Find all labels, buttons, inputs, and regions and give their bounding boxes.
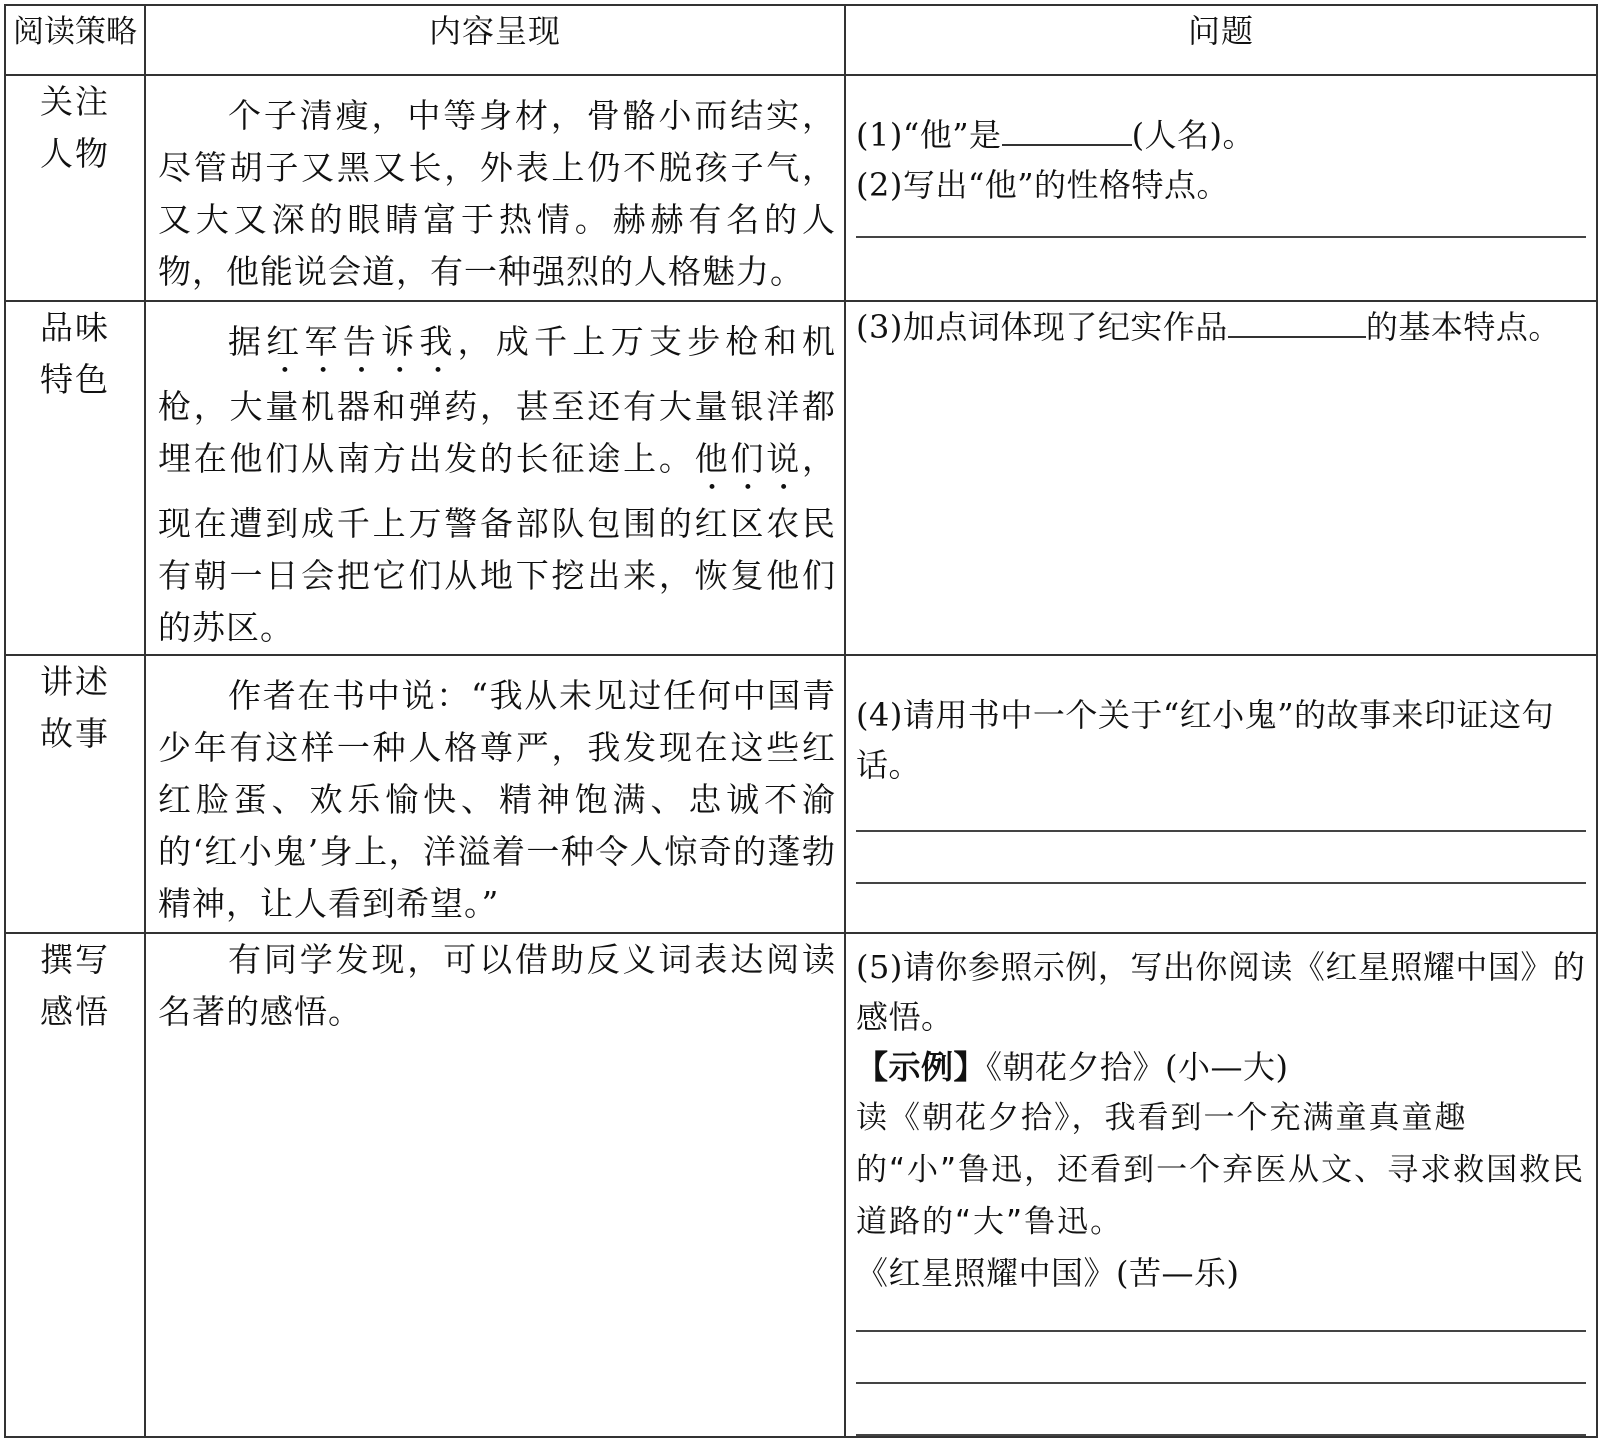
table-row-character — [5, 75, 1597, 301]
question-2: (2)写出“他”的性格特点。 — [856, 166, 1230, 204]
reading-strategy-table — [4, 4, 1598, 1438]
table-row-reflection — [5, 933, 1597, 1437]
dotted-word-1: 红军告诉我 — [266, 322, 458, 361]
table-header-row — [5, 5, 1597, 75]
content-text: 据红军告诉我，成千上万支步枪和机枪，大量机器和弹药，甚至还有大量银洋都埋在他们从南方出发的长征途上。他们说，现在遭到成千上万警备部队包围的红区农民有朝一日会把它们从地下挖出来，恢复他们的苏区。 — [158, 322, 837, 647]
question-5: (5)请你参照示例，写出你阅读《红星照耀中国》的感悟。 — [856, 948, 1586, 1036]
table-row-story — [5, 655, 1597, 933]
answer-blank-3[interactable] — [1228, 302, 1366, 338]
dotted-word-2: 他们说 — [694, 439, 803, 478]
header-question: 问题 — [845, 5, 1597, 75]
content-text: 作者在书中说：“我从未见过任何中国青少年有这样一种人格尊严，我发现在这些红红脸蛋、欢乐愉快、精神饱满、忠诚不渝的‘红小鬼’身上，洋溢着一种令人惊奇的蓬勃精神，让人看到希望。” — [158, 676, 836, 923]
answer-line[interactable] — [856, 1434, 1586, 1436]
question-4: (4)请用书中一个关于“红小鬼”的故事来印证这句话。 — [856, 696, 1555, 784]
example-tag: 【示例】 — [856, 1048, 987, 1086]
header-content: 内容呈现 — [145, 5, 845, 75]
table-row-features — [5, 301, 1597, 655]
strategy-label: 品味特色 — [40, 308, 110, 399]
strategy-label: 关注人物 — [40, 82, 110, 173]
answer-line[interactable] — [856, 882, 1586, 884]
strategy-label: 讲述故事 — [40, 662, 110, 753]
example-heading — [846, 1042, 1596, 1092]
content-text: 个子清瘦，中等身材，骨骼小而结实，尽管胡子又黑又长，外表上仍不脱孩子气，又大又深的眼睛富于热情。赫赫有名的人物，他能说会道，有一种强烈的人格魅力。 — [158, 96, 836, 291]
example-body: 读《朝花夕拾》，我看到一个充满童真童趣的“小”鲁迅，还看到一个弃医从文、寻求救国救民道路的“大”鲁迅。 — [856, 1100, 1586, 1240]
answer-blank-1[interactable] — [1002, 110, 1132, 146]
strategy-label: 撰写感悟 — [40, 940, 110, 1031]
question-1: (1)“他”是 (人名)。 — [846, 110, 1596, 160]
task-title: 《红星照耀中国》(苦—乐) — [856, 1254, 1240, 1292]
question-3: (3)加点词体现了纪实作品 的基本特点。 — [846, 302, 1596, 352]
answer-line[interactable] — [856, 236, 1586, 238]
example-title: 《朝花夕拾》(小—大) — [986, 1048, 1289, 1086]
content-text: 有同学发现，可以借助反义词表达阅读名著的感悟。 — [158, 940, 836, 1031]
header-strategy: 阅读策略 — [5, 5, 145, 75]
